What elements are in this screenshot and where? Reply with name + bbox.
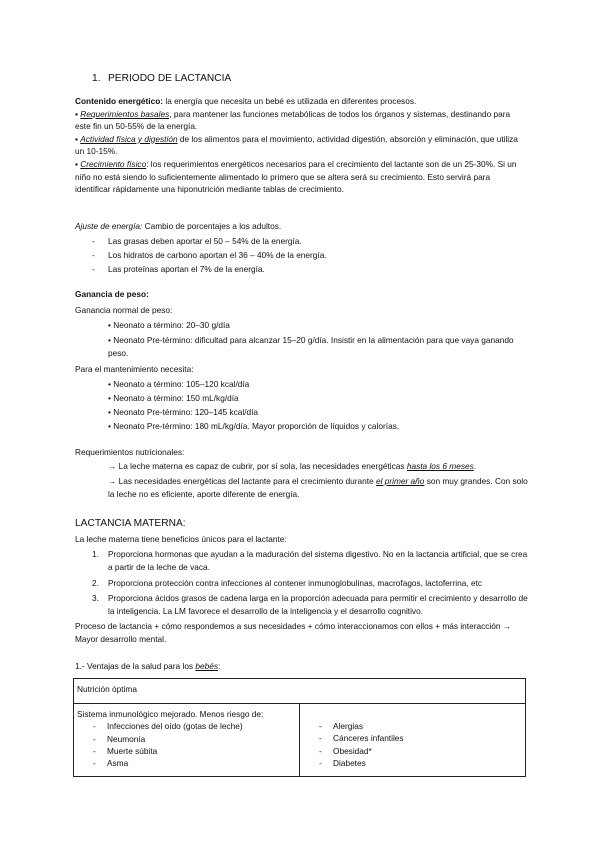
immune-label: Sistema inmunológico mejorado. Menos riesgo de: bbox=[77, 709, 264, 719]
lactancia-intro: La leche materna tiene beneficios únicos para el lactante: bbox=[75, 534, 287, 544]
weight-normal-item: • Neonato Pre-término: dificultad para alcanzar 15–20 g/día. Insistir en la alimentación para que vaya ganando peso. bbox=[108, 335, 514, 358]
requirements-line1 bbox=[108, 460, 476, 473]
advantages-title-em: bebés bbox=[195, 661, 218, 671]
weight-title: Ganancia de peso: bbox=[75, 289, 149, 299]
table-cell-right bbox=[300, 704, 526, 777]
energy-bullet1-text: , para mantener las funciones metabólicas de todos los órganos y sistemas, destinando para este fin un 50-55% de la energía. bbox=[75, 108, 511, 132]
weight-maint-item: • Neonato a término: 150 mL/kg/día bbox=[108, 393, 239, 403]
advantages-title bbox=[75, 660, 220, 673]
weight-maint-item: • Neonato a término: 105–120 kcal/día bbox=[108, 379, 250, 389]
weight-maint-item: • Neonato Pre-término: 180 mL/kg/día. Mayor proporción de líquidos y calorías. bbox=[108, 421, 400, 431]
list-item: - Cánceres infantiles bbox=[303, 732, 525, 744]
requirements-line2-end: son muy grandes. Con solo la leche no es eficiente, aporte diferente de energía. bbox=[108, 476, 528, 499]
list-item: - Neumonía bbox=[77, 733, 299, 745]
table-row bbox=[74, 704, 526, 777]
energy-bullet3-text: : los requerimientos energéticos necesarios para el crecimiento del lactante son de un 25-30%. Si un niño no está siendo lo suficientemente alimentado lo primero que se altera será su crecimiento. Esto servirá para identificar rápidamente una hiponutrición mediante tablas de crecimiento. bbox=[75, 158, 517, 195]
requirements-line1-em: hasta los 6 meses bbox=[406, 461, 474, 471]
list-item: - Asma bbox=[77, 757, 299, 769]
table-row bbox=[74, 679, 526, 704]
right-list bbox=[303, 720, 525, 769]
requirements-line2-text: → Las necesidades energéticas del lactante para el crecimiento durante bbox=[108, 476, 376, 486]
lactancia-item-num: 2. bbox=[92, 578, 99, 588]
adjust-label: Ajuste de energía: bbox=[75, 221, 143, 231]
weight-maint-label: Para el mantenimiento necesita: bbox=[75, 364, 194, 374]
energy-bullet2-term: Actividad física y digestión bbox=[80, 133, 178, 144]
adjust-item: Los hidratos de carbono aportan el 36 – 40% de la energía. bbox=[108, 250, 327, 260]
list-item: - Obesidad* bbox=[303, 745, 525, 757]
lactancia-title: LACTANCIA MATERNA: bbox=[75, 518, 186, 529]
energy-paragraph: Contenido energético: la energía que necesita un bebé es utilizada en diferentes procesos. ▪ Requerimientos basales, para mantener las funciones metabólicas de todos los órganos y sistemas, destinando para este fin un 50-55% de la energía. ▪ Actividad física y digestión de los alimentos para el movimiento, actividad digestión, absorción y eliminación, que utiliza un 10-15%. ▪ Crecimiento físico: los requerimientos energéticos necesarios para el crecimiento del lactante son de un 25-30%. Si un niño no está siendo lo suficientemente alimentado lo primero que se altera será su crecimiento. Esto servirá para identificar rápidamente una hiponutrición mediante tablas de crecimiento. bbox=[75, 96, 518, 195]
lactancia-item-text: Proporciona hormonas que ayudan a la maduración del sistema digestivo. No en la lactancia artificial, que se crea a partir de la leche de vaca. bbox=[108, 549, 528, 572]
requirements-line1-end: . bbox=[473, 461, 477, 471]
lactancia-process: Proceso de lactancia + cómo respondemos a sus necesidades + cómo interaccionamos con ellos + más interacción → Mayor desarrollo mental. bbox=[75, 621, 512, 644]
lactancia-item-num: 1. bbox=[92, 549, 99, 559]
left-list bbox=[77, 720, 299, 769]
weight-normal-item: • Neonato a término: 20–30 g/día bbox=[108, 320, 230, 330]
lactancia-item-num: 3. bbox=[92, 593, 99, 603]
energy-label: Contenido energético: bbox=[75, 96, 164, 106]
weight-maint-item: • Neonato Pre-término: 120–145 kcal/día bbox=[108, 407, 259, 417]
requirements-label: Requerimientos nutricionales: bbox=[75, 447, 185, 457]
energy-bullet1-term: Requerimientos basales bbox=[80, 108, 170, 119]
list-item: - Diabetes bbox=[303, 757, 525, 769]
advantages-title-text: 1.- Ventajas de la salud para los bbox=[75, 661, 196, 671]
lactancia-item-text: Proporciona protección contra infecciones al contener inmunoglobulinas, macrofagos, lactoferrina, etc bbox=[108, 578, 483, 588]
list-item: - Muerte súbita bbox=[77, 745, 299, 757]
table-cell-left bbox=[74, 704, 300, 777]
adjust-heading bbox=[75, 220, 281, 233]
section-title: PERIODO DE LACTANCIA bbox=[108, 73, 232, 84]
section-number: 1. bbox=[92, 73, 101, 84]
adjust-item: Las proteínas aportan el 7% de la energía. bbox=[108, 264, 265, 274]
document-page: 1. PERIODO DE LACTANCIA Contenido energético: la energía que necesita un bebé es utilizada en diferentes procesos. ▪ Requerimientos basales, para mantener las funciones metabólicas de todos los órganos y sistemas, destinando para este fin un 50-55% de la energía. ▪ Actividad física y digestión de los alimentos para el movimiento, actividad digestión, absorción y eliminación, que utiliza un 10-15%. ▪ Crecimiento físico: los requerimientos energéticos necesarios para el crecimiento del lactante son de un 25-30%. Si un niño no está siendo lo suficientemente alimentado lo primero que se altera será su crecimiento. Esto servirá para identificar rápidamente una hiponutrición mediante tablas de crecimiento. Ajuste de energía: Cambio de porcentajes a los adultos. - Las grasas deben aportar el 50 – 54% de la energía. - Los hidratos de carbono aportan el 36 – 40% de la energía. - Las proteínas aportan el 7% de la energía. Ganancia de peso: Ganancia normal de peso: • Neonato a término: 20–30 g/día • Neonato Pre-término: dificultad para alcanzar 15–20 g/día. Insistir en la alimentación para que vaya ganando peso. Para el mantenimiento necesita: • Neonato a término: 105–120 kcal/día • Neonato a término: 150 mL/kg/día • Neonato Pre-término: 120–145 kcal/día • Neonato Pre-término: 180 mL/kg/día. Mayor proporción de líquidos y calorías. Requerimientos nutricionales: → La leche materna es capaz de cubrir, por sí sola, las necesidades energéticas hasta los 6 meses. → Las necesidades energéticas del lactante para el crecimiento durante el primer año son muy grandes. Con solo la leche no es eficiente, aporte diferente de energía. LACTANCIA MATERNA: La leche materna tiene beneficios únicos para el lactante: 1. Proporciona hormonas que ayudan a la maduración del sistema digestivo. No en la lactancia artificial, que se crea a partir de la leche de vaca. 2. Proporciona protección contra infecciones al contener inmunoglobulinas, macrofagos, lactoferrina, etc 3. Proporciona ácidos grasos de cadena larga en la proporción adecuada para permitir el crecimiento y desarrollo de la inteligencia. La LM favorece el desarrollo de la inteligencia y el desarrollo cognitivo. Proceso de lactancia + cómo respondemos a sus necesidades + cómo interaccionamos con ellos + más interacción → Mayor desarrollo mental. 1.- Ventajas de la salud para los bebés: Nutrición óptima Sistema inmunológico mejorado. Menos riesgo de: - Infecciones del oído (gotas de leche) - Neumonía - Muerte súbita - Asma - Alergias - Cánceres infantiles - Obesidad* - Diabetes bbox=[0, 0, 600, 848]
advantages-table bbox=[73, 678, 526, 777]
energy-text: la energía que necesita un bebé es utilizada en diferentes procesos. bbox=[163, 96, 417, 106]
list-item: - Alergias bbox=[303, 720, 525, 732]
lactancia-item-text: Proporciona ácidos grasos de cadena larga en la proporción adecuada para permitir el crecimiento y desarrollo de la inteligencia. La LM favorece el desarrollo de la inteligencia y el desarrollo cognitivo. bbox=[108, 593, 528, 616]
weight-normal-label: Ganancia normal de peso: bbox=[75, 305, 173, 315]
table-cell-nutrition: Nutrición óptima bbox=[74, 679, 526, 704]
requirements-line2-em: el primer año bbox=[375, 476, 425, 486]
list-item: - Infecciones del oído (gotas de leche) bbox=[77, 720, 299, 732]
requirements-line1-text: → La leche materna es capaz de cubrir, por sí sola, las necesidades energéticas bbox=[108, 461, 407, 471]
adjust-item: Las grasas deben aportar el 50 – 54% de la energía. bbox=[108, 236, 302, 246]
requirements-line2 bbox=[108, 475, 528, 500]
adjust-text: Cambio de porcentajes a los adultos. bbox=[142, 221, 282, 231]
energy-bullet3-term: Crecimiento físico bbox=[80, 158, 147, 169]
advantages-title-end: : bbox=[218, 661, 221, 671]
energy-bullet2-text: de los alimentos para el movimiento, actividad digestión, absorción y eliminación, que utiliza un 10-15%. bbox=[75, 133, 518, 157]
